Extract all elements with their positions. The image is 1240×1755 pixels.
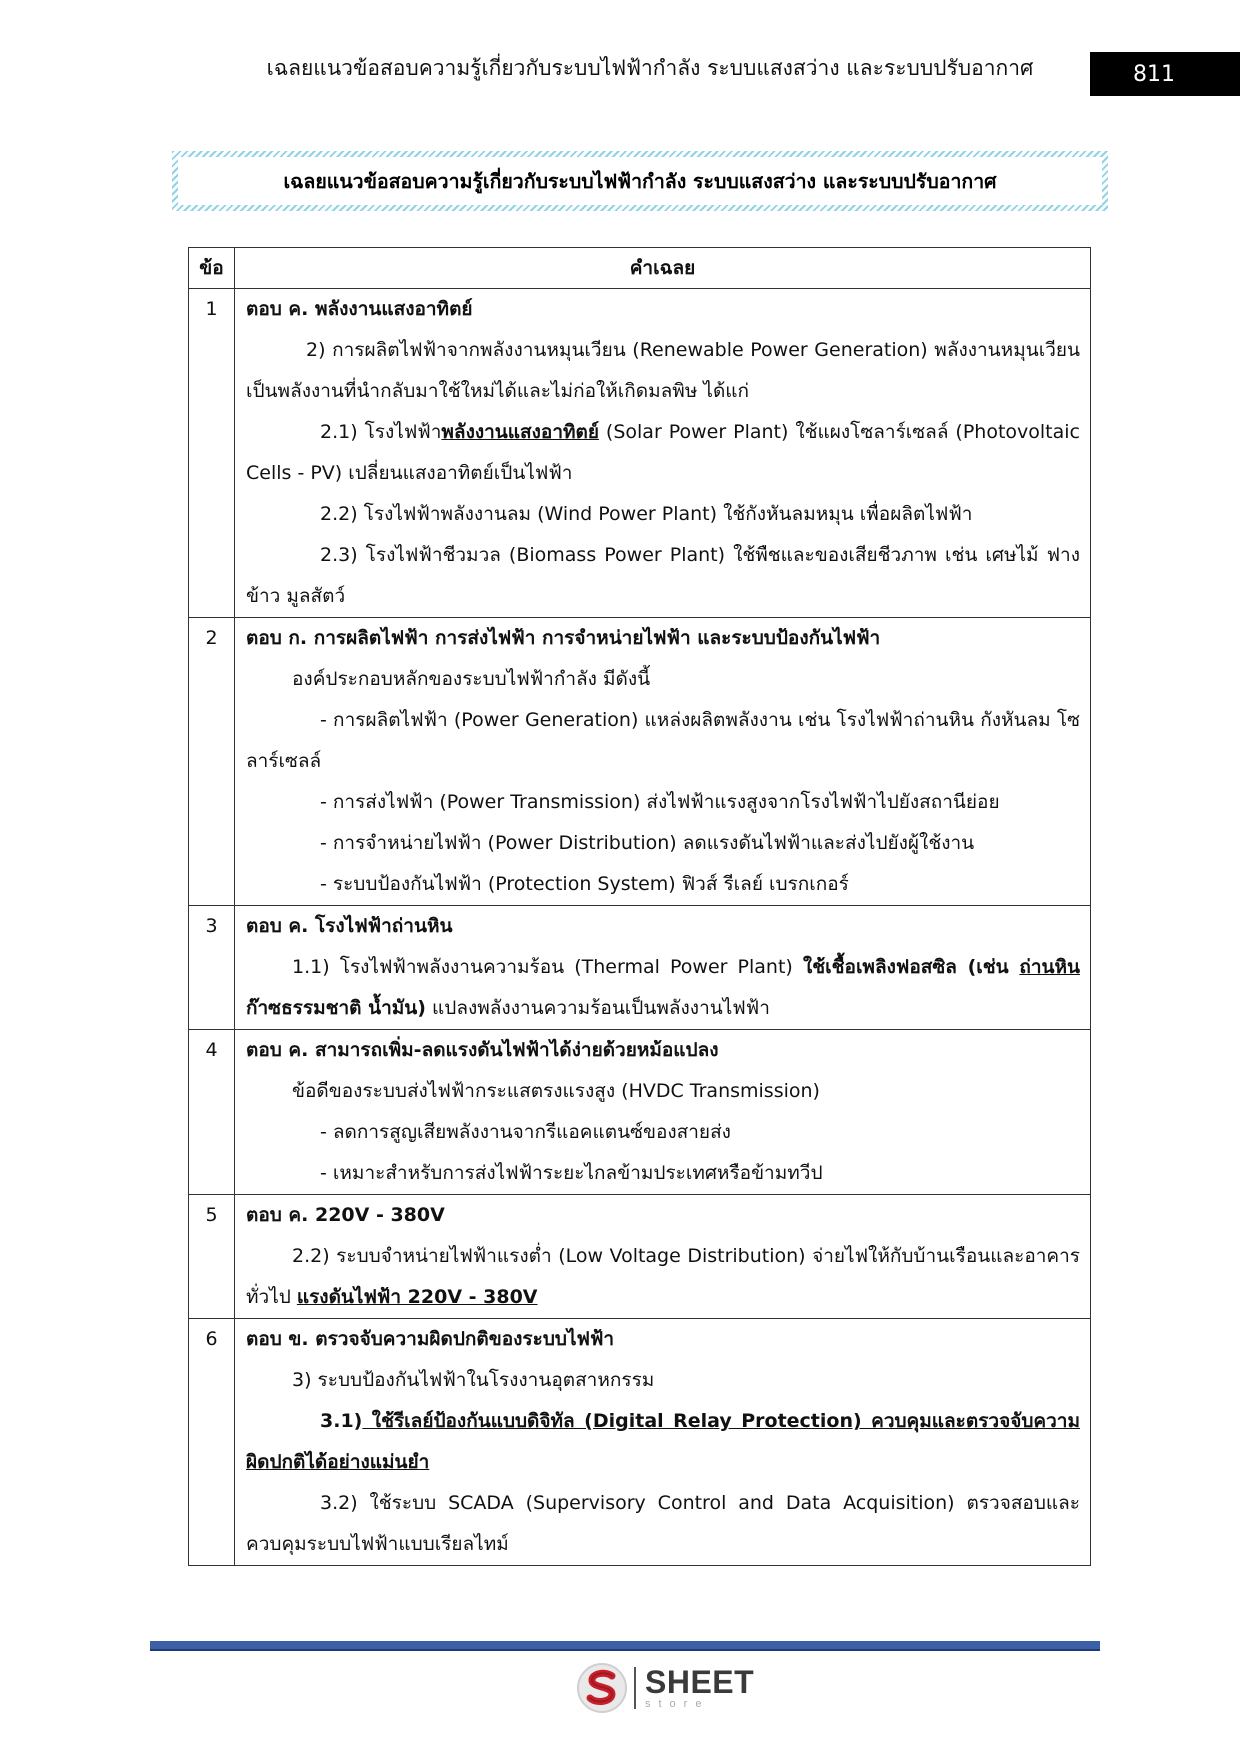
- logo-subword: store: [645, 1698, 710, 1710]
- explanation-paragraph: องค์ประกอบหลักของระบบไฟฟ้ากำลัง มีดังนี้: [292, 668, 651, 690]
- highlight-span: ถ่านหิน: [1019, 956, 1081, 978]
- table-row: [189, 289, 1091, 618]
- row-answer-cell: [235, 1195, 1091, 1319]
- explanation-paragraph: - เหมาะสำหรับการส่งไฟฟ้าระยะไกลข้ามประเทศหรือข้ามทวีป: [320, 1162, 823, 1184]
- explanation-paragraph: 2.3) โรงไฟฟ้าชีวมวล (Biomass Power Plant) ใช้พืชและของเสียชีวภาพ เช่น เศษไม้ ฟางข้าว มูลสัตว์: [246, 544, 1080, 607]
- highlight-span: ใช้เชื้อเพลิงฟอสซิล (เช่น: [802, 956, 1020, 978]
- header-answer: คำเฉลย: [235, 248, 1091, 289]
- text-span: (Solar Power Plant) ใช้แผงโซลาร์เซลล์ (Photovoltaic Cells - PV) เปลี่ยนแสงอาทิตย์เป็นไฟฟ้า: [246, 421, 1080, 484]
- highlight-span: แรงดันไฟฟ้า 220V - 380V: [296, 1286, 538, 1308]
- table-row: [189, 906, 1091, 1030]
- explanation-paragraph: - ลดการสูญเสียพลังงานจากรีแอคแตนซ์ของสายส่ง: [320, 1121, 731, 1143]
- explanation-paragraph: - การจำหน่ายไฟฟ้า (Power Distribution) ลดแรงดันไฟฟ้าและส่งไปยังผู้ใช้งาน: [320, 832, 975, 854]
- row-answer-cell: [235, 289, 1091, 618]
- row-answer-cell: [235, 618, 1091, 906]
- highlight-span: 3.1): [320, 1410, 363, 1432]
- logo-text: [645, 1666, 754, 1710]
- explanation-paragraph: - การผลิตไฟฟ้า (Power Generation) แหล่งผลิตพลังงาน เช่น โรงไฟฟ้าถ่านหิน กังหันลม โซลาร์เซลล์: [246, 709, 1080, 772]
- sheet-store-logo: [576, 1660, 754, 1716]
- row-number: 4: [189, 1030, 235, 1195]
- table-row: [189, 1195, 1091, 1319]
- answer-line: ตอบ ก. การผลิตไฟฟ้า การส่งไฟฟ้า การจำหน่ายไฟฟ้า และระบบป้องกันไฟฟ้า: [246, 627, 881, 649]
- row-answer-cell: [235, 1030, 1091, 1195]
- explanation-paragraph: 3.2) ใช้ระบบ SCADA (Supervisory Control and Data Acquisition) ตรวจสอบและควบคุมระบบไฟฟ้าแบบเรียลไทม์: [246, 1492, 1080, 1555]
- answer-table: [188, 247, 1091, 1566]
- text-span: แปลงพลังงานความร้อนเป็นพลังงานไฟฟ้า: [425, 997, 770, 1019]
- page-header-title: เฉลยแนวข้อสอบความรู้เกี่ยวกับระบบไฟฟ้ากำลัง ระบบแสงสว่าง และระบบปรับอากาศ: [266, 56, 1034, 80]
- explanation-paragraph: - การส่งไฟฟ้า (Power Transmission) ส่งไฟฟ้าแรงสูงจากโรงไฟฟ้าไปยังสถานีย่อย: [320, 791, 1000, 813]
- answer-line: ตอบ ค. โรงไฟฟ้าถ่านหิน: [246, 915, 453, 937]
- row-number: 5: [189, 1195, 235, 1319]
- sheet-store-logo-icon: [576, 1662, 628, 1714]
- answer-line: ตอบ ข. ตรวจจับความผิดปกติของระบบไฟฟ้า: [246, 1328, 615, 1350]
- table-row: [189, 1319, 1091, 1566]
- explanation-paragraph: 3) ระบบป้องกันไฟฟ้าในโรงงานอุตสาหกรรม: [292, 1369, 655, 1391]
- logo-word: SHEET: [645, 1664, 755, 1700]
- header-no: ข้อ: [189, 248, 235, 289]
- explanation-paragraph: [246, 947, 1080, 1029]
- section-banner: [172, 151, 1108, 211]
- explanation-paragraph: 2) การผลิตไฟฟ้าจากพลังงานหมุนเวียน (Renewable Power Generation) พลังงานหมุนเวียนเป็นพลังงานที่นำกลับมาใช้ใหม่ได้และไม่ก่อให้เกิดมลพิษ ได้แก่: [246, 339, 1080, 402]
- row-number: 1: [189, 289, 235, 618]
- page-number: 811: [1090, 52, 1240, 96]
- answer-line: ตอบ ค. พลังงานแสงอาทิตย์: [246, 298, 473, 320]
- explanation-paragraph: - ระบบป้องกันไฟฟ้า (Protection System) ฟิวส์ รีเลย์ เบรกเกอร์: [320, 873, 849, 895]
- explanation-paragraph: ข้อดีของระบบส่งไฟฟ้ากระแสตรงแรงสูง (HVDC Transmission): [292, 1080, 820, 1102]
- highlight-span: ก๊าซธรรมชาติ น้ำมัน): [246, 997, 426, 1019]
- row-number: 3: [189, 906, 235, 1030]
- logo-separator: [634, 1667, 636, 1709]
- row-number: 6: [189, 1319, 235, 1566]
- banner-title: เฉลยแนวข้อสอบความรู้เกี่ยวกับระบบไฟฟ้ากำลัง ระบบแสงสว่าง และระบบปรับอากาศ: [178, 157, 1102, 205]
- explanation-paragraph: [246, 412, 1080, 494]
- text-span: 1.1) โรงไฟฟ้าพลังงานความร้อน (Thermal Power Plant): [292, 956, 803, 978]
- answer-line: ตอบ ค. 220V - 380V: [246, 1204, 445, 1226]
- table-row: [189, 1030, 1091, 1195]
- table-row: [189, 618, 1091, 906]
- explanation-paragraph: [246, 1401, 1080, 1483]
- row-answer-cell: [235, 906, 1091, 1030]
- row-number: 2: [189, 618, 235, 906]
- text-span: 2.1) โรงไฟฟ้า: [320, 421, 442, 443]
- row-answer-cell: [235, 1319, 1091, 1566]
- highlight-span: ใช้รีเลย์ป้องกันแบบดิจิทัล (Digital Relay Protection) ควบคุมและตรวจจับความผิดปกติได้อย่างแม่นยำ: [246, 1410, 1080, 1473]
- table-header-row: [189, 248, 1091, 289]
- explanation-paragraph: [246, 1236, 1080, 1318]
- highlight-span: พลังงานแสงอาทิตย์: [441, 421, 599, 443]
- answer-line: ตอบ ค. สามารถเพิ่ม-ลดแรงดันไฟฟ้าได้ง่ายด้วยหม้อแปลง: [246, 1039, 719, 1061]
- explanation-paragraph: 2.2) โรงไฟฟ้าพลังงานลม (Wind Power Plant) ใช้กังหันลมหมุน เพื่อผลิตไฟฟ้า: [320, 503, 973, 525]
- text-span: 2.2) ระบบจำหน่ายไฟฟ้าแรงต่ำ (Low Voltage Distribution) จ่ายไฟให้กับบ้านเรือนและอาคารทั่วไป: [246, 1245, 1080, 1308]
- footer-divider: [150, 1641, 1100, 1651]
